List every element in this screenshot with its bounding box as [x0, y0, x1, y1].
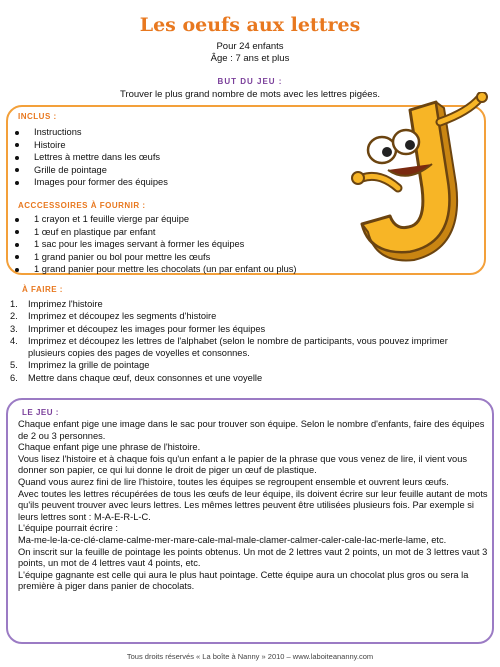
goal-heading: BUT DU JEU : [217, 77, 283, 86]
copyright-footer: Tous droits réservés « La boîte à Nanny » 2010 – www.laboiteananny.com [126, 652, 374, 661]
rule-paragraph: On inscrit sur la feuille de pointage les points obtenus. Un mot de 2 lettres vaut 2 points, un mot de 3 lettres vaut 3 points, un mot de 4 lettres vaut 4 points, etc. [18, 546, 488, 569]
age-range: Âge : 7 ans et plus [210, 53, 290, 64]
rule-paragraph: Avec toutes les lettres récupérées de tous les œufs de leur équipe, ils doivent écrire sur leur feuille autant de mots qu'ils peuvent trouver avec leurs lettres. Les mêmes lettres peuvent être utilisées plusieurs fois. Par exemple si leurs lettres sont : M-A-E-R-L-C. [18, 488, 488, 522]
goal-text: Trouver le plus grand nombre de mots avec les lettres pigées. [120, 89, 380, 100]
list-item: Instructions [12, 126, 168, 139]
included-heading: INCLUS : [18, 112, 57, 121]
rule-paragraph: Vous lisez l'histoire et à chaque fois qu'un enfant a le papier de la phrase que vous venez de lire, il vient vous donner son papier, ce qui lui donne le droit de piger un œuf de plastique. [18, 453, 468, 476]
list-item: Histoire [12, 139, 168, 152]
list-item: 1 grand panier pour mettre les chocolats (un par enfant ou plus) [12, 263, 297, 276]
rule-paragraph: L'équipe gagnante est celle qui aura le plus haut pointage. Cette équipe aura un chocolat plus gros ou sera la première à piger dans panier de chocolats. [18, 569, 469, 592]
rule-paragraph: Quand vous aurez fini de lire l'histoire, toutes les équipes se regroupent ensemble et ouvrent leurs œufs. [18, 476, 449, 487]
game-heading: LE JEU : [22, 408, 59, 417]
list-item: 5. Imprimez la grille de pointage [10, 360, 150, 371]
rule-paragraph: Chaque enfant pige une image dans le sac pour trouver son équipe. Selon le nombre d'enfants, faire des équipes de 2 ou 3 personnes. [18, 419, 485, 441]
list-item: 3. Imprimer et découpez les images pour former les équipes [10, 323, 266, 334]
game-rules [18, 419, 488, 593]
list-item: 1 sac pour les images servant à former les équipes [12, 238, 297, 251]
included-list [12, 126, 168, 189]
todo-steps [6, 298, 476, 384]
list-item: 2. Imprimez et découpez les segments d'histoire [10, 311, 217, 322]
page-title: Les oeufs aux lettres [139, 14, 361, 36]
accessories-heading: ACCCESSOIRES À FOURNIR : [18, 201, 146, 210]
list-item: Images pour former des équipes [12, 176, 168, 189]
list-item: 1. Imprimez l'histoire [10, 299, 103, 309]
letter-j-mascot-icon [340, 92, 490, 272]
rule-paragraph: Chaque enfant pige une phrase de l'histoire. [18, 442, 201, 453]
rule-paragraph: L'équipe pourrait écrire : [18, 523, 118, 534]
list-item: 4. Imprimez et découpez les lettres de l'alphabet (selon le nombre de participants, vous pouvez imprimer plusieurs copies des pages de voyelles et consonnes. [10, 335, 448, 359]
accessories-list [12, 213, 297, 276]
list-item: 1 grand panier ou bol pour mettre les œufs [12, 251, 297, 264]
list-item: 1 crayon et 1 feuille vierge par équipe [12, 213, 297, 226]
todo-heading: À FAIRE : [22, 285, 63, 294]
rule-paragraph: Ma-me-le-la-ce-clé-clame-calme-mer-mare-cale-mal-male-clamer-calmer-caler-cale-lac-merle-lame, etc. [18, 534, 447, 545]
players-count: Pour 24 enfants [216, 41, 284, 52]
list-item: Grille de pointage [12, 164, 168, 177]
list-item: 1 œuf en plastique par enfant [12, 226, 297, 239]
list-item: Lettres à mettre dans les œufs [12, 151, 168, 164]
list-item: 6. Mettre dans chaque œuf, deux consonnes et une voyelle [10, 372, 263, 383]
